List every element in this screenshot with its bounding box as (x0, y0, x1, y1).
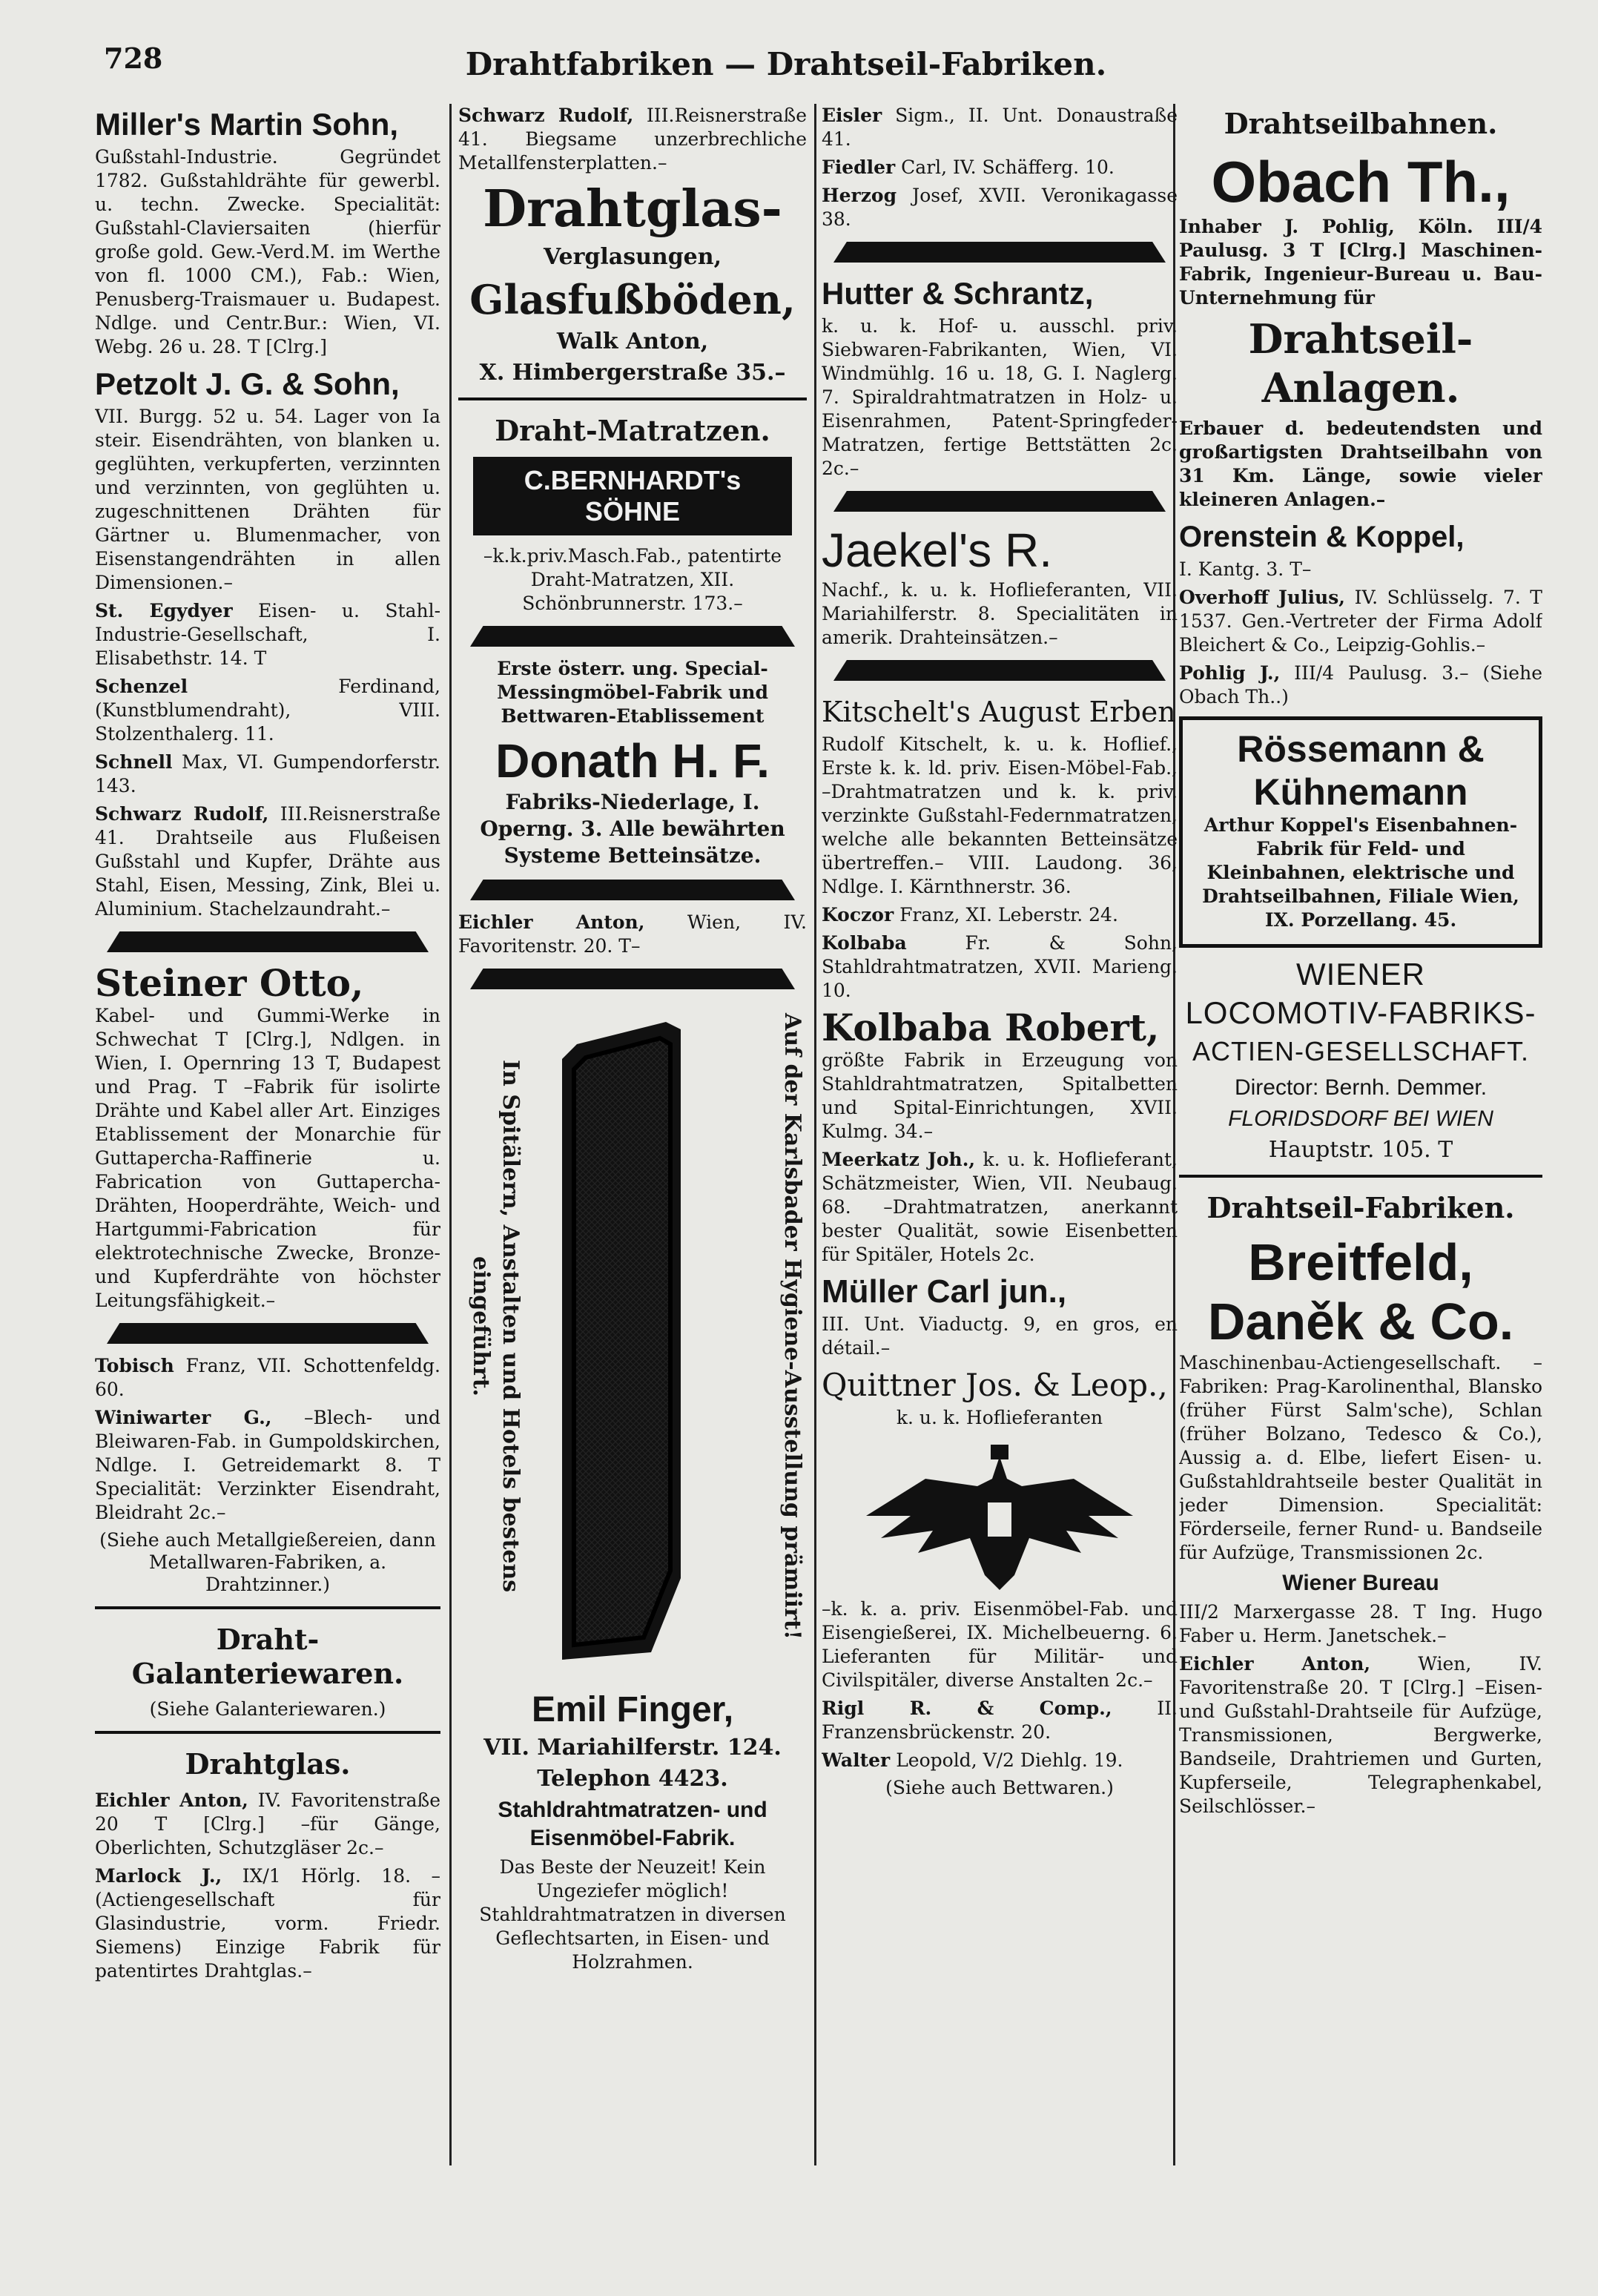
entry-text: Kabel- und Gummi-Werke in Schwechat T [Clrg.], Ndlgen. in Wien, I. Opernring 13 T, Budapest und Prag. T –Fabrik für isolirte Drähte und Kabel aller Art. Einziges Etablissement der Monarchie für Guttapercha-Raffinerie u. Fabrication von Guttapercha-Drähten, Hooperdrähte, Weich- und Hartgummi-Fabrication für elektrotechnische Zwecke, Bronze- und Kupferdrähte von höchster Leitungsfähigkeit.– (95, 1005, 440, 1311)
entry-name: Tobisch (95, 1355, 174, 1376)
entry-text: III.Reisnerstraße 41. Drahtseile aus Flußeisen Gußstahl und Kupfer, Drähte aus Stahl, Eisen, Messing, Zink, Blei u. Aluminium. Stachelzaundraht.– (95, 803, 440, 920)
entry-name: Koczor (822, 904, 894, 926)
see-also-note: (Siehe auch Bettwaren.) (885, 1777, 1114, 1798)
ad-subtitle: Verglasungen, (543, 244, 722, 270)
section-heading: Draht-Galanteriewaren. (131, 1623, 404, 1690)
entry-text: Carl, IV. Schäfferg. 10. (901, 156, 1115, 178)
entry-name: Rigl R. & Comp., (822, 1698, 1112, 1719)
entry-name: Jaekel's R. (822, 524, 1052, 577)
entry-text: Franz, XI. Leberstr. 24. (899, 904, 1118, 926)
column-rule (449, 104, 452, 2165)
entry-name: Winiwarter G., (95, 1407, 272, 1428)
ad-address: Hauptstr. 105. T (1268, 1137, 1453, 1163)
divider-bar (470, 969, 795, 989)
entry-text: IX/1 Hörlg. 18. –(Actiengesellschaft für Glasindustrie, vorm. Friedr. Siemens) Einzige Fabrik für patentirtes Drahtglas.– (95, 1865, 440, 1982)
entry-text: Ferdinand, (Kunstblumendraht), VIII. Stolzenthalerg. 11. (95, 676, 440, 745)
entry-text: III. Unt. Viaductg. 9, en gros, en détail.– (822, 1313, 1178, 1359)
entry-text: Leopold, V/2 Diehlg. 19. (896, 1749, 1123, 1771)
entry-text: VII. Burgg. 52 u. 54. Lager von Ia steir. Eisendrähten, von blanken u. geglühten, verkupferten, verzinnten und verzinnten, von geglühten u. zugeschnittenen Drähten für Gärtner u. Blumenmacher, von Eisenstangendrähten in allen Dimensionen.– (95, 406, 440, 593)
entry-text: Fabriks-Niederlage, I. Operng. 3. Alle bewährten Systeme Betteinsätze. (480, 790, 785, 868)
entry-text: III/2 Marxergasse 28. T Ing. Hugo Faber u. Herm. Janetschek.– (1179, 1601, 1542, 1646)
column-4 (1179, 104, 1542, 1823)
entry-text: I. Kantg. 3. T– (1179, 558, 1312, 580)
entry-name: Walter (822, 1749, 891, 1771)
entry-name: Müller Carl jun., (822, 1273, 1067, 1310)
double-eagle-emblem (822, 1434, 1178, 1597)
entry-name: Kolbaba Robert, (822, 1006, 1160, 1049)
entry-text: Wien, IV. Favoritenstr. 20. T– (458, 911, 807, 957)
roesemann-ad-box (1179, 716, 1542, 948)
divider-rule (458, 397, 807, 400)
entry-text: Maschinenbau-Actiengesellschaft. –Fabriken: Prag-Karolinenthal, Blansko (früher Fürst Salm'sche), Schlan (früher Bolzano, Tedesco & Co.), Aussig a. d. Elbe, liefert Eisen- u. Gußstahldrahtseile bester Qualität in jeder Dimension. Specialität: Förderseile, ferner Rund- u. Bandseile für Aufzüge, Transmissionen 2c. (1179, 1352, 1542, 1563)
mattress-frame-image (532, 1015, 725, 1667)
entry-name: Kitschelt's August Erben (822, 696, 1176, 728)
ad-title: Rössemann & Kühnemann (1237, 728, 1485, 813)
entry-text: Sigm., II. Unt. Donaustraße 41. (822, 105, 1178, 150)
entry-text: Eisen- u. Stahl-Industrie-Gesellschaft, I. Elisabethstr. 14. T (95, 600, 440, 669)
entry-name: Quittner Jos. & Leop., (822, 1367, 1168, 1403)
entry-text: Wien, IV. Favoritenstraße 20. T [Clrg.] –Eisen- und Gußstahl-Drahtseile für Aufzüge, Transmissionen, Bergwerke, Bandseile, Drahtriemen und Gurten, Kupferseile, Telegraphenkabel, Seilschlösser.– (1179, 1653, 1542, 1817)
entry-text: k. u. k. Hof- u. ausschl. priv. Siebwaren-Fabrikanten, Wien, VI. Windmühlg. 16 u. 18, G. I. Naglerg. 7. Spiraldrahtmatratzen in Holz- u. Eisenrahmen, Patent-Springfeder-Matratzen, fertige Bettstätten 2c. 2c.– (822, 315, 1178, 479)
entry-name: Overhoff Julius, (1179, 587, 1346, 608)
entry-name: Eichler Anton, (458, 911, 645, 933)
divider-rule (1179, 1175, 1542, 1178)
entry-text: Nachf., k. u. k. Hoflieferanten, VII. Mariahilferstr. 8. Specialitäten in amerik. Drahteinsätzen.– (822, 579, 1178, 648)
column-2 (458, 104, 807, 1979)
ad-director: Director: Bernh. Demmer. (1234, 1075, 1488, 1100)
ad-subtitle: Wiener Bureau (1282, 1571, 1439, 1595)
ad-address: X. Himbergerstraße 35.– (479, 360, 786, 386)
entry-text: Josef, XVII. Veronikagasse 38. (822, 185, 1178, 230)
bernhardt-logo: C.BERNHARDT's SÖHNE (473, 457, 792, 535)
entry-text: III.Reisnerstraße 41. Biegsame unzerbrechliche Metallfensterplatten.– (458, 105, 807, 174)
mattress-illustration (458, 1000, 807, 1682)
see-also-note: (Siehe Galanteriewaren.) (149, 1698, 386, 1720)
ad-title: Emil Finger, (531, 1690, 734, 1729)
entry-name: Schnell (95, 751, 173, 773)
entry-text: größte Fabrik in Erzeugung von Stahldrahtmatratzen, Spitalbetten und Spital-Einrichtungen, XVII. Kulmg. 34.– (822, 1049, 1178, 1142)
ad-title: Drahtseil-Anlagen. (1248, 315, 1473, 412)
ad-line: LOCOMOTIV-FABRIKS- (1185, 995, 1536, 1030)
entry-text: Fr. & Sohn, Stahldrahtmatratzen, XVII. Marieng. 10. (822, 932, 1178, 1001)
entry-name: Schenzel (95, 676, 188, 697)
entry-text: IV. Favoritenstraße 20 T [Clrg.] –für Gänge, Oberlichten, Schutzgläser 2c.– (95, 1789, 440, 1858)
entry-text: Inhaber J. Pohlig, Köln. III/4 Paulusg. 3 T [Clrg.] Maschinen-Fabrik, Ingenieur-Bureau u. Bau-Unternehmung für (1179, 216, 1542, 309)
divider-bar (833, 491, 1166, 512)
ad-title: Glasfußböden, (469, 276, 796, 323)
entry-text: k. u. k. Hoflieferant, Schätzmeister, Wien, VII. Neubaug. 68. –Drahtmatratzen, anerkannt bester Qualität, sowie Eisenbetten für Spitäler, Hotels 2c. (822, 1149, 1178, 1265)
page-number: 728 (104, 42, 163, 75)
entry-subtitle: k. u. k. Hoflieferanten (896, 1407, 1103, 1428)
illustration-caption-right: Auf der Karlsbader Hygiene-Ausstellung prämiirt! (779, 1012, 805, 1640)
entry-text: II. Franzensbrückenstr. 20. (822, 1698, 1178, 1743)
entry-name: Kolbaba (822, 932, 907, 954)
ad-phone: Telephon 4423. (537, 1766, 728, 1792)
divider-bar (470, 626, 795, 647)
section-heading: Drahtseil-Fabriken. (1206, 1191, 1515, 1224)
entry-text: Rudolf Kitschelt, k. u. k. Hoflief., Erste k. k. ld. priv. Eisen-Möbel-Fab., –Drahtmatratzen und k. k. priv. verzinkte Gußstahl-Federnmatratzen, welche alle bekannten Betteinsätze übertreffen.– VIII. Laudong. 36, Ndlge. I. Kärnthnerstr. 36. (822, 733, 1178, 897)
divider-bar (833, 660, 1166, 681)
entry-name: Steiner Otto, (95, 961, 364, 1005)
ad-title: Donath H. F. (495, 734, 770, 788)
column-3 (822, 104, 1178, 1805)
ad-address: VII. Mariahilferstr. 124. (483, 1735, 782, 1761)
ad-line: ACTIEN-GESELLSCHAFT. (1192, 1036, 1530, 1066)
entry-name: Schwarz Rudolf, (95, 803, 269, 825)
see-also-note: (Siehe auch Metallgießereien, dann Metallwaren-Fabriken, a. Drahtzinner.) (99, 1529, 436, 1595)
entry-text: Das Beste der Neuzeit! Kein Ungeziefer möglich! Stahldrahtmatratzen in diversen Geflechtsarten, in Eisen- und Holzrahmen. (479, 1856, 786, 1973)
ad-title: Drahtglas- (483, 179, 782, 239)
entry-name: Miller's Martin Sohn, (95, 107, 399, 142)
ad-line: WIENER (1296, 957, 1425, 992)
column-rule (814, 104, 816, 2165)
entry-name: Eichler Anton, (95, 1789, 248, 1811)
entry-name: Orenstein & Koppel, (1179, 521, 1465, 553)
entry-name: Eichler Anton, (1179, 1653, 1371, 1675)
entry-name: Marlock J., (95, 1865, 222, 1887)
entry-text: –k.k.priv.Masch.Fab., patentirte Draht-Matratzen, XII. Schönbrunnerstr. 173.– (483, 545, 782, 614)
entry-name: Obach Th., (1211, 149, 1510, 214)
entry-name: Fiedler (822, 156, 896, 178)
entry-text: III/4 Paulusg. 3.– (Siehe Obach Th..) (1179, 662, 1542, 707)
entry-name: Meerkatz Joh., (822, 1149, 976, 1170)
column-1 (95, 104, 440, 1987)
ad-title: Breitfeld, (1248, 1233, 1473, 1291)
entry-text: Erbauer d. bedeutendsten und großartigsten Drahtseilbahn von 31 Km. Länge, sowie vieler kleineren Anlagen.– (1179, 418, 1542, 510)
entry-text: –k. k. a. priv. Eisenmöbel-Fab. und Eisengießerei, IX. Michelbeuerng. 6. Lieferanten für Militär- und Civilspitäler, diverse Anstalten 2c.– (822, 1598, 1178, 1691)
entry-text: Franz, VII. Schottenfeldg. 60. (95, 1355, 440, 1400)
section-heading: Draht-Matratzen. (495, 414, 770, 447)
divider-bar (107, 931, 429, 952)
entry-text: Gußstahl-Industrie. Gegründet 1782. Gußstahldrähte für gewerbl. u. techn. Zwecke. Specialität: Gußstahl-Claviersaiten (hierfür große gold. Gew.-Verd.M. im Werthe von fl. 1000 CM.), Fab.: Wien, Penusberg-Traismauer u. Budapest. Ndlge. und Centr.Bur.: Wien, VI. Webg. 26 u. 28. T [Clrg.] (95, 146, 440, 357)
ad-intro: Erste österr. ung. Special-Messingmöbel-Fabrik und Bettwaren-Etablissement (497, 658, 768, 727)
divider-rule (95, 1606, 440, 1609)
ad-firm: Walk Anton, (556, 329, 709, 354)
divider-bar (833, 242, 1166, 263)
ad-title: Daněk & Co. (1207, 1293, 1514, 1350)
running-head: Drahtfabriken — Drahtseil-Fabriken. (465, 46, 1107, 82)
entry-name: Pohlig J., (1179, 662, 1281, 684)
entry-name: Petzolt J. G. & Sohn, (95, 366, 400, 401)
ad-subtitle: Stahldrahtmatratzen- und Eisenmöbel-Fabrik. (498, 1798, 767, 1850)
ad-place: FLORIDSDORF BEI WIEN (1228, 1106, 1493, 1131)
entry-name: Hutter & Schrantz, (822, 276, 1094, 311)
illustration-caption-left: In Spitälern, Anstalten und Hotels bestens eingeführt. (468, 1059, 524, 1593)
entry-name: Eisler (822, 105, 882, 126)
divider-bar (470, 880, 795, 900)
section-heading: Drahtseilbahnen. (1224, 107, 1498, 140)
entry-name: St. Egydyer (95, 600, 233, 621)
section-heading: Drahtglas. (185, 1747, 351, 1781)
entry-name: Schwarz Rudolf, (458, 105, 634, 126)
entry-text: Arthur Koppel's Eisenbahnen-Fabrik für Feld- und Kleinbahnen, elektrische und Drahtseilbahnen, Filiale Wien, IX. Porzellang. 45. (1202, 814, 1519, 931)
entry-text: Max, VI. Gumpendorferstr. 143. (95, 751, 440, 796)
divider-bar (107, 1323, 429, 1344)
entry-text: IV. Schlüsselg. 7. T 1537. Gen.-Vertreter der Firma Adolf Bleichert & Co., Leipzig-Gohlis.– (1179, 587, 1542, 656)
entry-text: –Blech- und Bleiwaren-Fab. in Gumpoldskirchen, Ndlge. I. Getreidemarkt 8. T Specialität: Verzinkter Eisendraht, Bleidraht 2c.– (95, 1407, 440, 1523)
divider-rule (95, 1731, 440, 1734)
entry-name: Herzog (822, 185, 897, 206)
